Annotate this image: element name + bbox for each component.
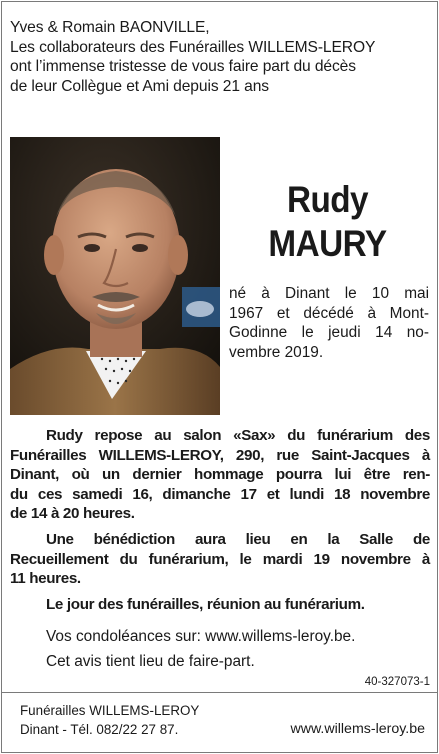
details-line: du ces samedi 16, dimanche 17 et lundi 18 novembre (10, 485, 430, 503)
footer-divider (2, 692, 437, 693)
reference-number: 40-327073-1 (364, 676, 430, 688)
intro-line: ont l’immense tristesse de vous faire part du décès (10, 58, 356, 76)
footer-company: Funérailles WILLEMS-LEROY (20, 703, 200, 718)
life-line: Godinne le jeudi 14 no- (229, 324, 429, 342)
intro-line: Yves & Romain BAONVILLE, (10, 19, 210, 36)
deceased-name (222, 178, 433, 266)
intro-text (10, 18, 430, 96)
life-line: 1967 et décédé à Mont- (229, 304, 429, 322)
footer-contact (20, 702, 199, 739)
intro-line: Les collaborateurs des Funérailles WILLEMS-LEROY (10, 38, 376, 56)
last-name: MAURY (268, 223, 387, 264)
life-line: vembre 2019. (229, 344, 324, 362)
portrait-photo (10, 137, 220, 415)
life-line: né à Dinant le 10 mai (229, 285, 429, 302)
details-line: Dinant, où un dernier hommage pourra lui être ren- (10, 466, 430, 484)
first-name: Rudy (286, 179, 369, 220)
portrait-illustration (10, 137, 220, 415)
intro-line: de leur Collègue et Ami depuis 21 ans (10, 77, 269, 95)
funeral-details (10, 426, 430, 614)
details-line: de 14 à 20 heures. (10, 505, 135, 523)
details-line: Recueillement du funérarium, le mardi 19 novembre à (10, 550, 430, 568)
life-dates (229, 284, 429, 363)
notice-text: Cet avis tient lieu de faire-part. (46, 653, 255, 670)
condolences-text: Vos condoléances sur: www.willems-leroy.be. (46, 628, 356, 645)
details-line: 11 heures. (10, 570, 81, 588)
details-line: Funérailles WILLEMS-LEROY, 290, rue Saint-Jacques à (10, 446, 430, 464)
details-line: Rudy repose au salon «Sax» du funérarium des (46, 427, 430, 444)
details-line: Le jour des funérailles, réunion au funérarium. (46, 595, 365, 613)
footer-phone: Dinant - Tél. 082/22 27 87. (20, 721, 179, 737)
footer-website[interactable]: www.willems-leroy.be (290, 721, 425, 737)
details-line: Une bénédiction aura lieu en la Salle de (46, 530, 430, 548)
